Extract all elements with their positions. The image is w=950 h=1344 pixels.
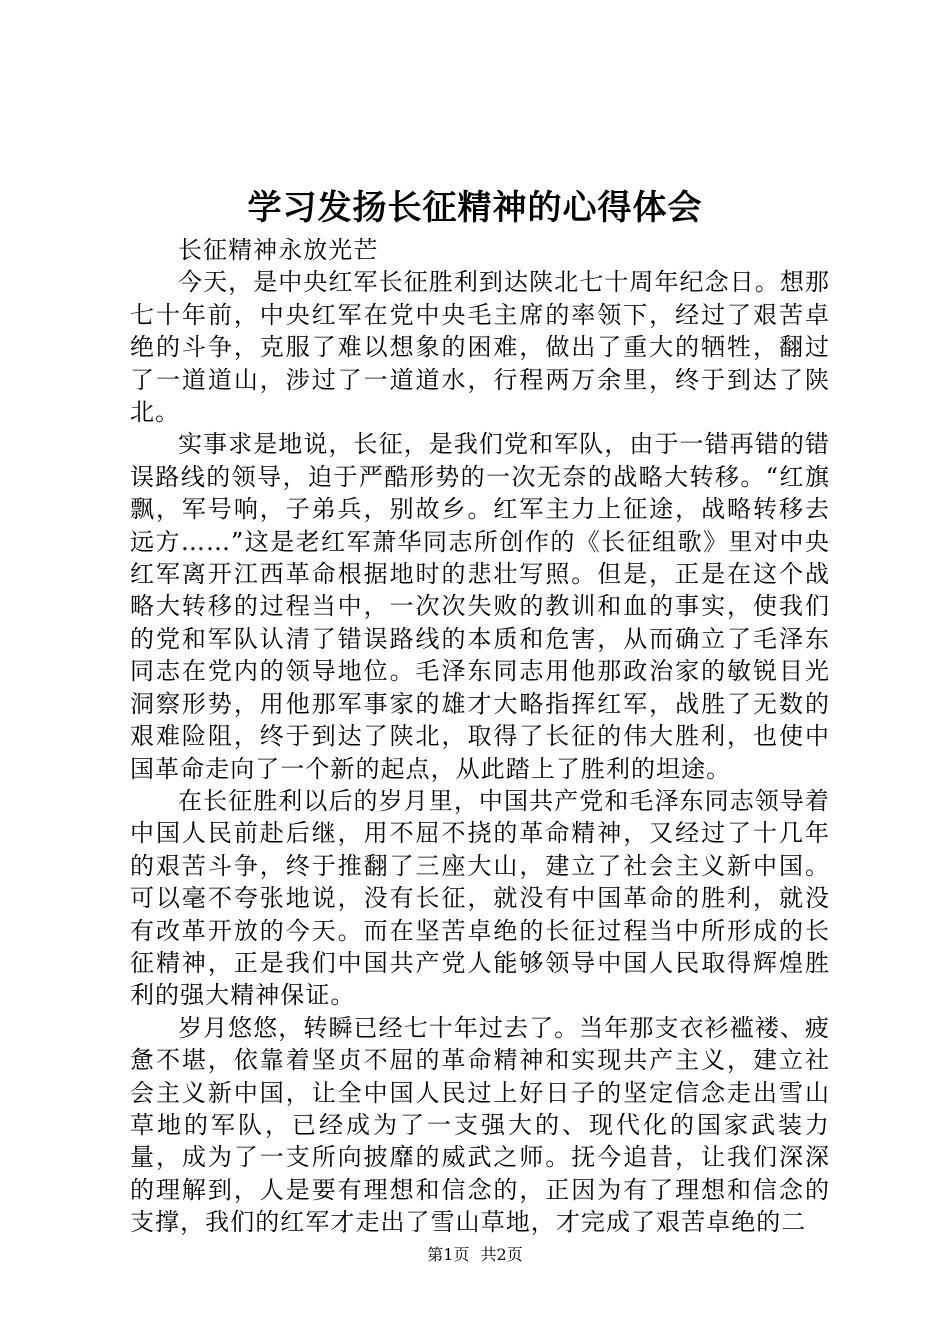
document-body	[130, 234, 830, 1239]
paragraph-1: 今天，是中央红军长征胜利到达陕北七十周年纪念日。想那七十年前，中央红军在党中央毛主席的率领下，经过了艰苦卓绝的斗争，克服了难以想象的困难，做出了重大的牺牲，翻过了一道道山，涉过了一道道水，行程两万余里，终于到达了陕北。	[130, 268, 830, 427]
page-footer	[0, 1244, 950, 1266]
paragraph-4: 岁月悠悠，转瞬已经七十年过去了。当年那支衣衫褴褛、疲惫不堪，依靠着坚贞不屈的革命精神和实现共产主义，建立社会主义新中国，让全中国人民过上好日子的坚定信念走出雪山草地的军队，已经成为了一支强大的、现代化的国家武装力量，成为了一支所向披靡的威武之师。抚今追昔，让我们深深的理解到，人是要有理想和信念的，正因为有了理想和信念的支撑，我们的红军才走出了雪山草地，才完成了艰苦卓绝的二	[130, 1013, 830, 1237]
page-number-total: 共2页	[480, 1245, 523, 1264]
page-number-current: 第1页	[427, 1245, 470, 1264]
paragraph-2: 实事求是地说，长征，是我们党和军队，由于一错再错的错误路线的领导，迫于严酷形势的一次无奈的战略大转移。“红旗飘，军号响，子弟兵，别故乡。红军主力上征途，战略转移去远方……”这是老红军萧华同志所创作的《长征组歌》里对中央红军离开江西革命根据地时的悲壮写照。但是，正是在这个战略大转移的过程当中，一次次失败的教训和血的事实，使我们的党和军队认清了错误路线的本质和危害，从而确立了毛泽东同志在党内的领导地位。毛泽东同志用他那政治家的敏锐目光洞察形势，用他那军事家的雄才大略指挥红军，战胜了无数的艰难险阻，终于到达了陕北，取得了长征的伟大胜利，也使中国革命走向了一个新的起点，从此踏上了胜利的坦途。	[130, 430, 830, 783]
document-subtitle: 长征精神永放光芒	[178, 236, 379, 264]
document-title: 学习发扬长征精神的心得体会	[247, 188, 703, 228]
paragraph-3: 在长征胜利以后的岁月里，中国共产党和毛泽东同志领导着中国人民前赴后继，用不屈不挠的革命精神，又经过了十几年的艰苦斗争，终于推翻了三座大山，建立了社会主义新中国。可以毫不夸张地说，没有长征，就没有中国革命的胜利，就没有改革开放的今天。而在坚苦卓绝的长征过程当中所形成的长征精神，正是我们中国共产党人能够领导中国人民取得辉煌胜利的强大精神保证。	[130, 786, 830, 1010]
